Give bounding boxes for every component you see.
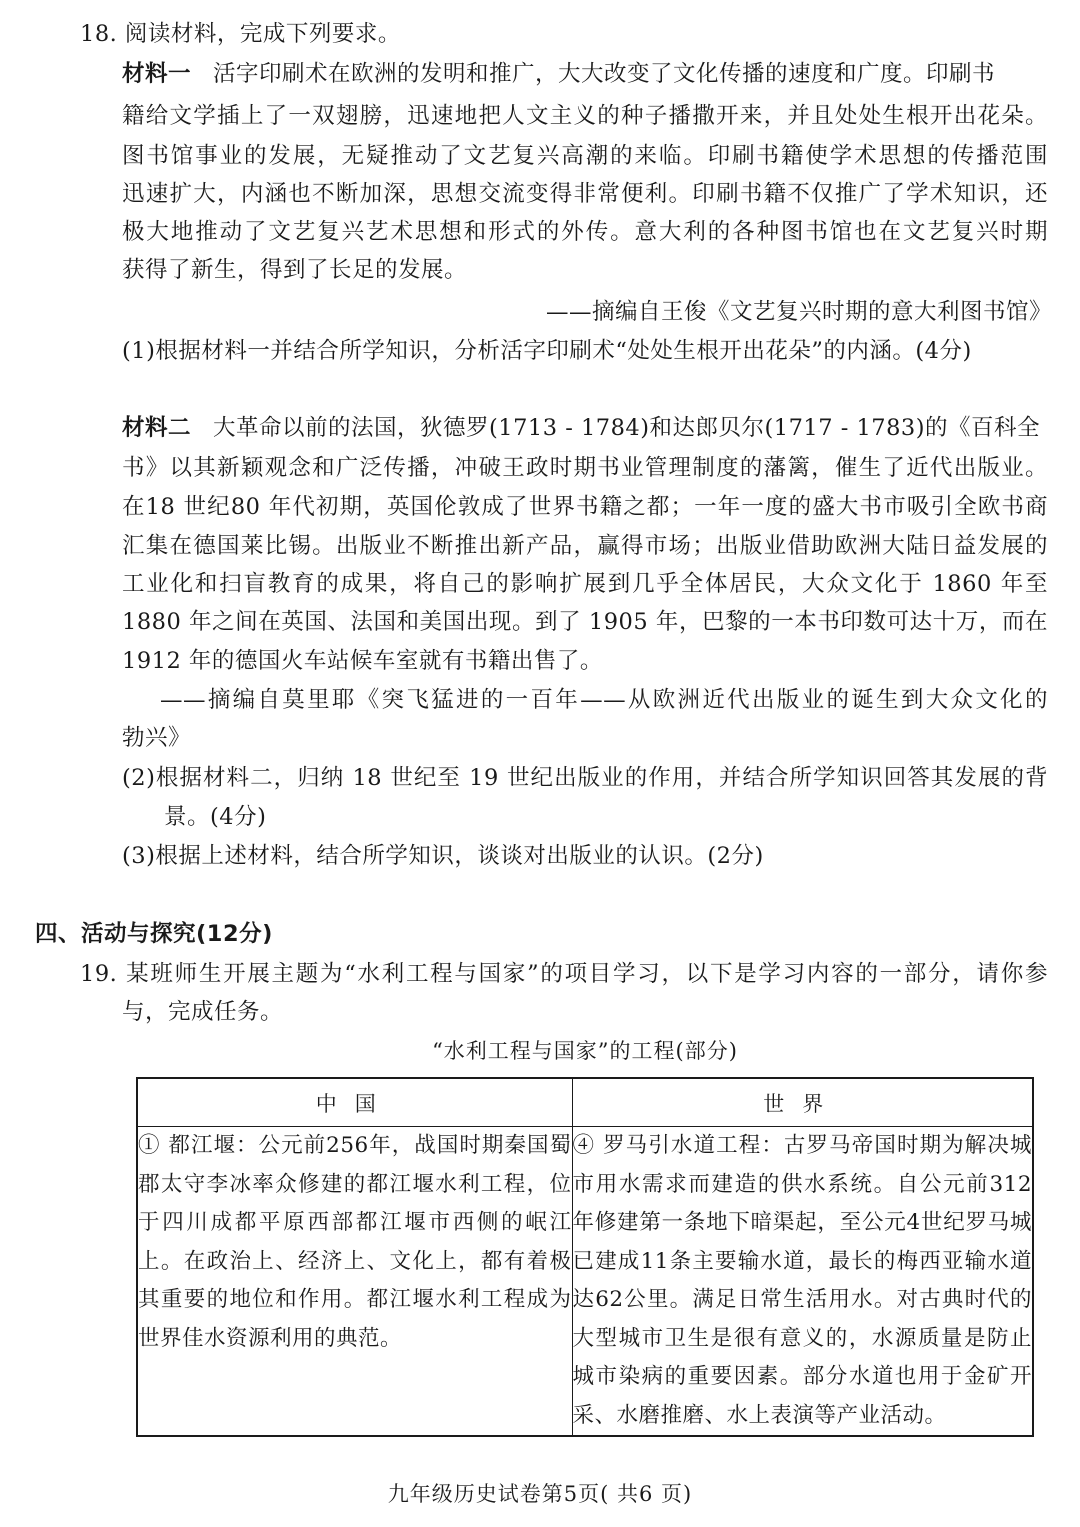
material-1-label: 材料一 bbox=[122, 61, 192, 87]
material-2-source-2: 勃兴》 bbox=[122, 725, 192, 751]
material-2-text-1: 大革命以前的法国，狄德罗(1713 - 1784)和达郎贝尔(1717 - 1783)的《百科全 bbox=[213, 415, 1040, 441]
material-1-line-6: 获得了新生，得到了长足的发展。 bbox=[122, 257, 468, 283]
material-1-line-4: 迅速扩大，内涵也不断加深，思想交流变得非常便利。印刷书籍不仅推广了学术知识，还 bbox=[122, 181, 1048, 207]
table-caption: “水利工程与国家”的工程(部分) bbox=[432, 1039, 738, 1063]
material-2-line-5: 工业化和扫盲教育的成果，将自己的影响扩展到几乎全体居民，大众文化于 1860 年至 bbox=[122, 571, 1048, 597]
material-2-line-6: 1880 年之间在英国、法国和美国出现。到了 1905 年，巴黎的一本书印数可达十万，而在 bbox=[122, 609, 1048, 635]
section-4-heading: 四、活动与探究(12分) bbox=[35, 921, 273, 947]
material-1-line-5: 极大地推动了文艺复兴艺术思想和形式的外传。意大利的各种图书馆也在文艺复兴时期 bbox=[122, 219, 1048, 245]
cell-dujiangyan: ① 都江堰：公元前256年，战国时期秦国蜀郡太守李冰率众修建的都江堰水利工程，位于四川成都平原西部都江堰市西侧的岷江上。在政治上、经济上、文化上，都有着极其重要的地位和作用。都江堰水利工程成为世界佳水资源利用的典范。 bbox=[137, 1127, 572, 1437]
question-18-2-line-2: 景。(4分) bbox=[164, 804, 267, 830]
material-2-label: 材料二 bbox=[122, 415, 192, 441]
q19-stem-line-2: 与，完成任务。 bbox=[122, 999, 284, 1025]
material-2-line-4: 汇集在德国莱比锡。出版业不断推出新产品，赢得市场；出版业借助欧洲大陆日益发展的 bbox=[122, 533, 1048, 559]
material-2-line-1 bbox=[122, 410, 1048, 446]
material-1-source: ——摘编自王俊《文艺复兴时期的意大利图书馆》 bbox=[546, 299, 1053, 325]
material-2-line-3: 在18 世纪80 年代初期，英国伦敦成了世界书籍之都；一年一度的盛大书市吸引全欧书商 bbox=[122, 494, 1048, 520]
cell-roman-aqueduct: ④ 罗马引水道工程：古罗马帝国时期为解决城市用水需求而建造的供水系统。自公元前312年修建第一条地下暗渠起，至公元4世纪罗马城已建成11条主要输水道，最长的梅西亚输水道达62公里。满足日常生活用水。对古典时代的大型城市卫生是很有意义的，水源质量是防止城市染病的重要因素。部分水道也用于金矿开采、水磨推磨、水上表演等产业活动。 bbox=[572, 1127, 1033, 1437]
material-1-line-1 bbox=[122, 56, 1048, 92]
page-footer: 九年级历史试卷第5页( 共6 页) bbox=[387, 1482, 693, 1506]
question-18-2-line-1: (2)根据材料二，归纳 18 世纪至 19 世纪出版业的作用，并结合所学知识回答其发展的背 bbox=[122, 765, 1048, 791]
column-header-world: 世界 bbox=[572, 1078, 1033, 1127]
material-1-line-2: 籍给文学插上了一双翅膀，迅速地把人文主义的种子播撒开来，并且处处生根开出花朵。 bbox=[122, 103, 1048, 129]
q19-stem-line-1: 19. 某班师生开展主题为“水利工程与国家”的项目学习，以下是学习内容的一部分，请你参 bbox=[80, 961, 1048, 987]
question-18-3: (3)根据上述材料，结合所学知识，谈谈对出版业的认识。(2分) bbox=[122, 843, 764, 869]
water-projects-table bbox=[136, 1077, 1034, 1437]
material-2-line-2: 书》以其新颖观念和广泛传播，冲破王政时期书业管理制度的藩篱，催生了近代出版业。 bbox=[122, 455, 1048, 481]
column-header-china: 中国 bbox=[137, 1078, 572, 1127]
q18-stem: 18. 阅读材料，完成下列要求。 bbox=[80, 21, 401, 47]
material-2-source-1: ——摘编自莫里耶《突飞猛进的一百年——从欧洲近代出版业的诞生到大众文化的 bbox=[160, 687, 1048, 713]
material-1-line-3: 图书馆事业的发展，无疑推动了文艺复兴高潮的来临。印刷书籍使学术思想的传播范围 bbox=[122, 143, 1048, 169]
material-1-text-1: 活字印刷术在欧洲的发明和推广，大大改变了文化传播的速度和广度。印刷书 bbox=[213, 61, 996, 87]
question-18-1: (1)根据材料一并结合所学知识，分析活字印刷术“处处生根开出花朵”的内涵。(4分) bbox=[122, 338, 972, 364]
material-2-line-7: 1912 年的德国火车站候车室就有书籍出售了。 bbox=[122, 648, 603, 674]
